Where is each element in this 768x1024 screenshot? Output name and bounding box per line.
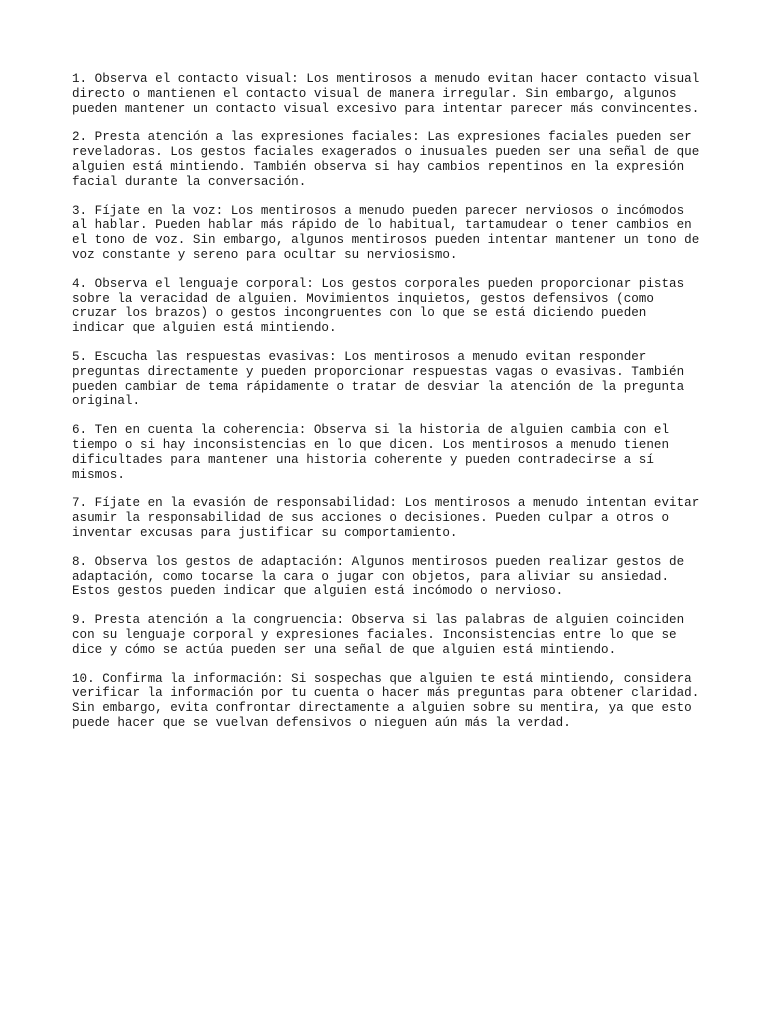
paragraph-5: 5. Escucha las respuestas evasivas: Los mentirosos a menudo evitan responder preguntas directamente y pueden proporcionar respuestas vagas o evasivas. También pueden cambiar de tema rápidamente o tratar de desviar la atención de la pregunta original. (72, 349, 685, 409)
paragraph-1: 1. Observa el contacto visual: Los mentirosos a menudo evitan hacer contacto visual directo o mantienen el contacto visual de manera irregular. Sin embargo, algunos pueden mantener un contacto visual excesivo para intentar parecer más convincentes. (72, 72, 700, 116)
document-page (72, 72, 702, 745)
paragraph-2: 2. Presta atención a las expresiones faciales: Las expresiones faciales pueden ser reveladoras. Los gestos faciales exagerados o inusuales pueden ser una señal de que alguien está mintiendo. También observa si hay cambios repentinos en la expresión facial durante la conversación. (72, 130, 700, 189)
paragraph-7: 7. Fíjate en la evasión de responsabilidad: Los mentirosos a menudo intentan evitar asumir la responsabilidad de sus acciones o decisiones. Pueden culpar a otros o inventar excusas para justificar su comportamiento. (72, 496, 700, 540)
paragraph-6: 6. Ten en cuenta la coherencia: Observa si la historia de alguien cambia con el tiempo o si hay inconsistencias en lo que dicen. Los mentirosos a menudo tienen dificultades para mantener una historia coherente y pueden contradecirse a sí mismos. (72, 423, 670, 482)
paragraph-9: 9. Presta atención a la congruencia: Observa si las palabras de alguien coinciden con su lenguaje corporal y expresiones faciales. Inconsistencias entre lo que se dice y cómo se actúa pueden ser una señal de que alguien está mintiendo. (72, 613, 685, 657)
paragraph-4: 4. Observa el lenguaje corporal: Los gestos corporales pueden proporcionar pistas sobre la veracidad de alguien. Movimientos inquietos, gestos defensivos (como cruzar los brazos) o gestos incongruentes con lo que se está diciendo pueden indicar que alguien está mintiendo. (72, 276, 685, 336)
paragraph-8: 8. Observa los gestos de adaptación: Algunos mentirosos pueden realizar gestos de adaptación, como tocarse la cara o jugar con objetos, para aliviar su ansiedad. Estos gestos pueden indicar que alguien está incómodo o nervioso. (72, 554, 685, 599)
paragraph-10: 10. Confirma la información: Si sospechas que alguien te está mintiendo, considera verificar la información por tu cuenta o hacer más preguntas para obtener claridad. Sin embargo, evita confrontar directamente a alguien sobre su mentira, ya que esto puede hacer que se vuelvan defensivos o nieguen aún más la verdad. (72, 671, 700, 730)
paragraph-3: 3. Fíjate en la voz: Los mentirosos a menudo pueden parecer nerviosos o incómodos al hablar. Pueden hablar más rápido de lo habitual, tartamudear o tener cambios en el tono de voz. Sin embargo, algunos mentirosos pueden intentar mantener un tono de voz constante y sereno para ocultar su nerviosismo. (72, 203, 700, 262)
